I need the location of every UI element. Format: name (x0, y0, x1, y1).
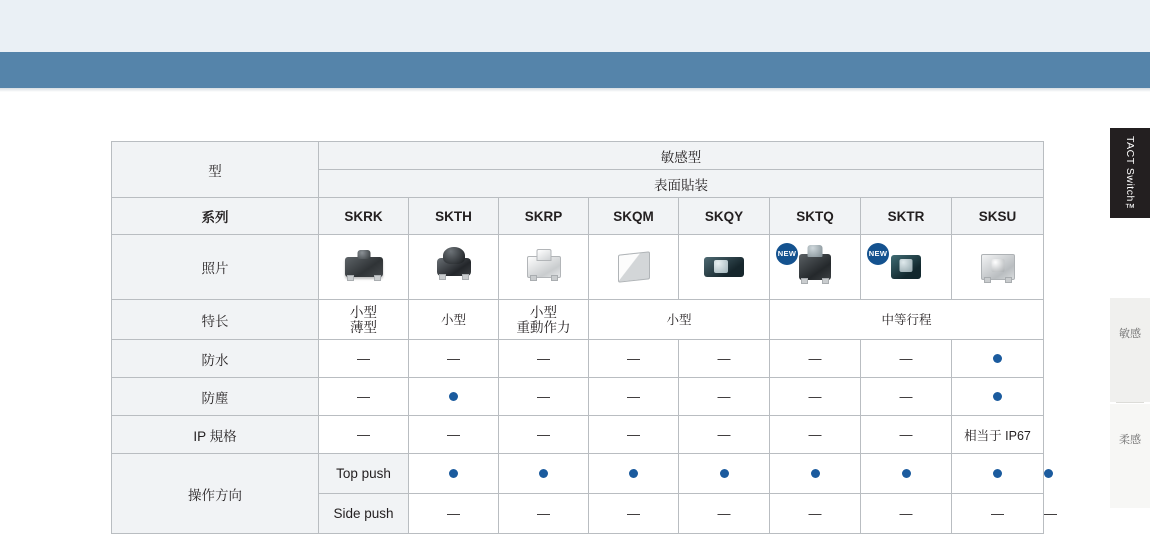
side-push-skqm (679, 494, 770, 534)
table-row-top-push (112, 454, 1044, 494)
value-dash: — (447, 351, 460, 366)
value-dash: — (537, 506, 550, 521)
new-badge-sktr: NEW (867, 243, 889, 265)
value-dash: — (537, 427, 550, 442)
group-header-sensitive: 敏感型 (319, 142, 1044, 170)
value-dash: — (899, 427, 913, 442)
feature-skrp-line1: 小型 (530, 304, 557, 320)
switch-image-skqm (618, 253, 650, 281)
series-sksu: SKSU (952, 198, 1044, 235)
value-dot (1044, 469, 1053, 478)
row-label-photo: 照片 (112, 235, 319, 300)
side-tab-tact-switch[interactable] (1110, 128, 1150, 218)
feature-mid-travel-label: 中等行程 (881, 312, 932, 327)
side-push-skqy (770, 494, 861, 534)
top-push-sktq (861, 454, 952, 494)
value-dash: — (808, 351, 822, 366)
series-skrp: SKRP (499, 198, 589, 235)
photo-cell-sktr (861, 235, 952, 300)
series-skqm: SKQM (589, 198, 679, 235)
row-label-top-push: Top push (319, 454, 409, 494)
row-label-ip: IP 規格 (112, 416, 319, 454)
side-tab-sensitive[interactable] (1110, 298, 1150, 402)
spec-table (111, 141, 1057, 534)
value-dash: — (537, 389, 550, 404)
value-dash: — (627, 351, 640, 366)
side-tab-divider (1116, 402, 1144, 403)
value-dash: — (627, 389, 640, 404)
switch-image-sksu (981, 254, 1015, 280)
page-banner (0, 0, 1150, 96)
dustproof-sksu (952, 378, 1044, 416)
ip-sksu (952, 416, 1044, 454)
dustproof-skqy (679, 378, 770, 416)
side-tab-soft-label: 柔感 (1119, 434, 1141, 446)
value-dash: — (357, 389, 370, 404)
side-tab-tact-switch-label: TACT Switch™ (1124, 136, 1136, 215)
ip-skqy (679, 416, 770, 454)
table-row-photo (112, 235, 1044, 300)
value-dot (629, 469, 638, 478)
side-push-sktr (952, 494, 1044, 534)
top-push-sktr (952, 454, 1044, 494)
series-skth: SKTH (409, 198, 499, 235)
feature-skrk (319, 300, 409, 340)
top-push-skrp (589, 454, 679, 494)
photo-cell-sktq (770, 235, 861, 300)
value-dash: — (899, 506, 913, 521)
banner-shadow (0, 88, 1150, 92)
value-dash: — (899, 389, 913, 404)
side-push-skth (499, 494, 589, 534)
value-dash: — (357, 427, 370, 442)
feature-skqm-skqy (589, 300, 770, 340)
table-row (112, 142, 1044, 170)
value-dash: — (627, 427, 640, 442)
switch-image-skrk (345, 257, 383, 277)
banner-blue-band (0, 52, 1150, 88)
waterproof-skrp (499, 340, 589, 378)
ip-sktq (770, 416, 861, 454)
ip-skrp (499, 416, 589, 454)
row-label-dustproof: 防塵 (112, 378, 319, 416)
table-row-waterproof (112, 340, 1044, 378)
switch-image-skrp (527, 256, 561, 278)
top-push-skrk (409, 454, 499, 494)
value-dash: — (808, 506, 822, 521)
feature-mid-travel (770, 300, 1044, 340)
table-row-series (112, 198, 1044, 235)
waterproof-sksu (952, 340, 1044, 378)
value-dot (449, 469, 458, 478)
side-push-skrk (409, 494, 499, 534)
feature-skrk-line2: 薄型 (350, 319, 377, 335)
table-row-ip (112, 416, 1044, 454)
dustproof-sktq (770, 378, 861, 416)
feature-skth-label: 小型 (440, 312, 466, 327)
value-dot (902, 469, 911, 478)
feature-skqm-skqy-label: 小型 (666, 312, 692, 327)
waterproof-skqm (589, 340, 679, 378)
photo-cell-skrp (499, 235, 589, 300)
value-dot (720, 469, 729, 478)
value-ip-rating: 相当于 IP67 (964, 428, 1031, 443)
top-push-skth (499, 454, 589, 494)
dustproof-sktr (861, 378, 952, 416)
feature-skrp-line2: 重動作力 (516, 319, 571, 335)
value-dash: — (717, 506, 731, 521)
waterproof-skth (409, 340, 499, 378)
value-dash: — (447, 506, 460, 521)
table-row-feature (112, 300, 1044, 340)
feature-skth (409, 300, 499, 340)
value-dot (811, 469, 820, 478)
side-tab-soft[interactable] (1110, 404, 1150, 508)
table-row-dustproof (112, 378, 1044, 416)
side-push-sktq (861, 494, 952, 534)
value-dash: — (357, 351, 370, 366)
waterproof-sktq (770, 340, 861, 378)
value-dash: — (1044, 506, 1057, 521)
ip-skrk (319, 416, 409, 454)
ip-sktr (861, 416, 952, 454)
value-dot (993, 354, 1002, 363)
series-skqy: SKQY (679, 198, 770, 235)
value-dash: — (537, 351, 550, 366)
value-dot (993, 469, 1002, 478)
top-push-skqy (770, 454, 861, 494)
value-dash: — (899, 351, 913, 366)
series-sktq: SKTQ (770, 198, 861, 235)
top-push-skqm (679, 454, 770, 494)
value-dash: — (717, 351, 731, 366)
value-dot (993, 392, 1002, 401)
group-header-smt: 表面貼装 (319, 170, 1044, 198)
dustproof-skrk (319, 378, 409, 416)
value-dot (539, 469, 548, 478)
switch-image-skqy (704, 257, 744, 277)
value-dash: — (717, 389, 731, 404)
photo-cell-skqy (679, 235, 770, 300)
side-push-skrp (589, 494, 679, 534)
waterproof-skrk (319, 340, 409, 378)
value-dash: — (717, 427, 731, 442)
switch-image-sktq (799, 254, 831, 280)
waterproof-sktr (861, 340, 952, 378)
waterproof-skqy (679, 340, 770, 378)
row-label-type: 型 (112, 142, 319, 198)
value-dash: — (627, 506, 640, 521)
value-dash: — (991, 506, 1004, 521)
value-dash: — (808, 389, 822, 404)
ip-skqm (589, 416, 679, 454)
switch-image-skth (437, 258, 471, 276)
row-label-side-push: Side push (319, 494, 409, 534)
value-dot (449, 392, 458, 401)
series-sktr: SKTR (861, 198, 952, 235)
feature-skrk-line1: 小型 (350, 304, 377, 320)
dustproof-skqm (589, 378, 679, 416)
row-label-series: 系列 (112, 198, 319, 235)
photo-cell-skth (409, 235, 499, 300)
feature-skrp (499, 300, 589, 340)
photo-cell-skqm (589, 235, 679, 300)
ip-skth (409, 416, 499, 454)
new-badge-sktq: NEW (776, 243, 798, 265)
row-label-feature: 特长 (112, 300, 319, 340)
side-tab-sensitive-label: 敏感 (1119, 328, 1141, 340)
value-dash: — (447, 427, 460, 442)
series-skrk: SKRK (319, 198, 409, 235)
dustproof-skth (409, 378, 499, 416)
value-dash: — (808, 427, 822, 442)
switch-image-sktr (891, 255, 921, 279)
banner-light-band (0, 0, 1150, 52)
spec-table-wrapper (111, 141, 1057, 534)
photo-cell-skrk (319, 235, 409, 300)
dustproof-skrp (499, 378, 589, 416)
row-label-operation: 操作方向 (112, 454, 319, 534)
photo-cell-sksu (952, 235, 1044, 300)
row-label-waterproof: 防水 (112, 340, 319, 378)
